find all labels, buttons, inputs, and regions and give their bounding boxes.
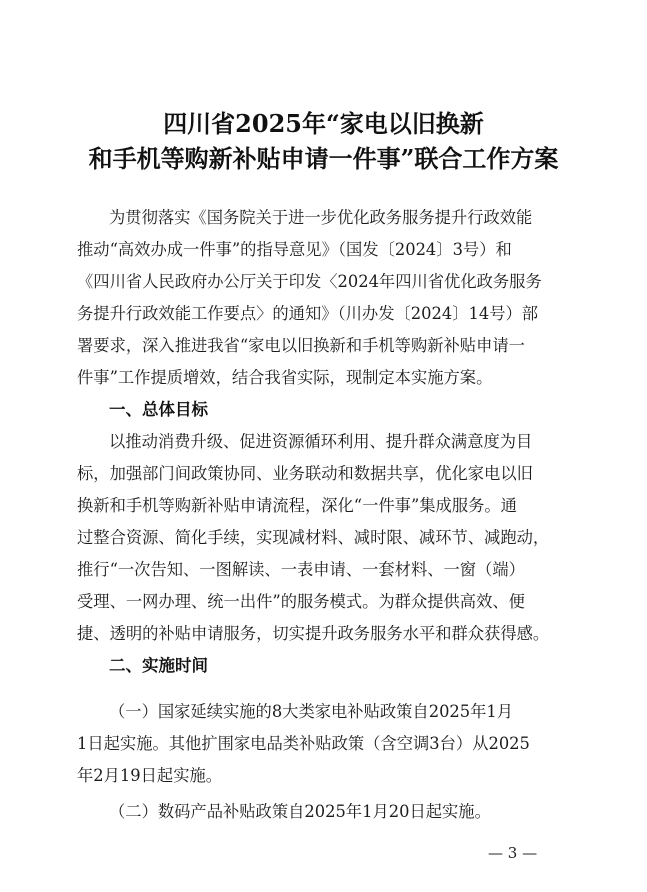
intro-line-3: 《四川省人民政府办公厅关于印发〈2024年四川省优化政务服务 xyxy=(77,272,542,291)
goals-line-4: 过整合资源、简化手续，实现减材料、减时限、减环节、减跑动， xyxy=(77,528,550,547)
intro-line-4: 务提升行政效能工作要点〉的通知》（川办发〔2024〕14号）部 xyxy=(77,304,539,323)
intro-line-1: 为贯彻落实《国务院关于进一步优化政务服务提升行政效能 xyxy=(109,208,533,227)
goals-line-3: 换新和手机等购新补贴申请流程，深化“一件事”集成服务。通 xyxy=(77,496,517,515)
intro-line-6: 件事”工作提质增效，结合我省实际，现制定本实施方案。 xyxy=(77,368,493,387)
document-title-line-2: 和手机等购新补贴申请一件事”联合工作方案 xyxy=(88,144,559,173)
goals-line-2: 标，加强部门间政策协同、业务联动和数据共享，优化家电以旧 xyxy=(77,464,533,483)
intro-line-2: 推动“高效办成一件事”的指导意见》（国发〔2024〕3号）和 xyxy=(77,240,512,259)
page-number: — 3 — xyxy=(488,844,538,862)
document-title-line-1: 四川省2025年“家电以旧换新 xyxy=(163,109,484,138)
goals-line-7: 捷、透明的补贴申请服务，切实提升政务服务水平和群众获得感。 xyxy=(77,624,550,643)
timeline-item1-line-2: 1日起实施。其他扩围家电品类补贴政策（含空调3台）从2025 xyxy=(77,734,530,753)
timeline-item2-line-1: （二）数码产品补贴政策自2025年1月20日起实施。 xyxy=(109,802,491,821)
section-heading-goals: 一、总体目标 xyxy=(109,400,208,419)
timeline-item1-line-3: 年2月19日起实施。 xyxy=(77,766,223,785)
section-heading-timeline: 二、实施时间 xyxy=(109,656,208,675)
intro-line-5: 署要求，深入推进我省“家电以旧换新和手机等购新补贴申请一 xyxy=(77,336,525,355)
goals-line-5: 推行“一次告知、一图解读、一表申请、一套材料、一窗（端） xyxy=(77,560,525,579)
goals-line-6: 受理、一网办理、统一出件”的服务模式。为群众提供高效、便 xyxy=(77,592,525,611)
timeline-item1-line-1: （一）国家延续实施的8大类家电补贴政策自2025年1月 xyxy=(109,702,514,721)
goals-line-1: 以推动消费升级、促进资源循环利用、提升群众满意度为目 xyxy=(109,432,533,451)
